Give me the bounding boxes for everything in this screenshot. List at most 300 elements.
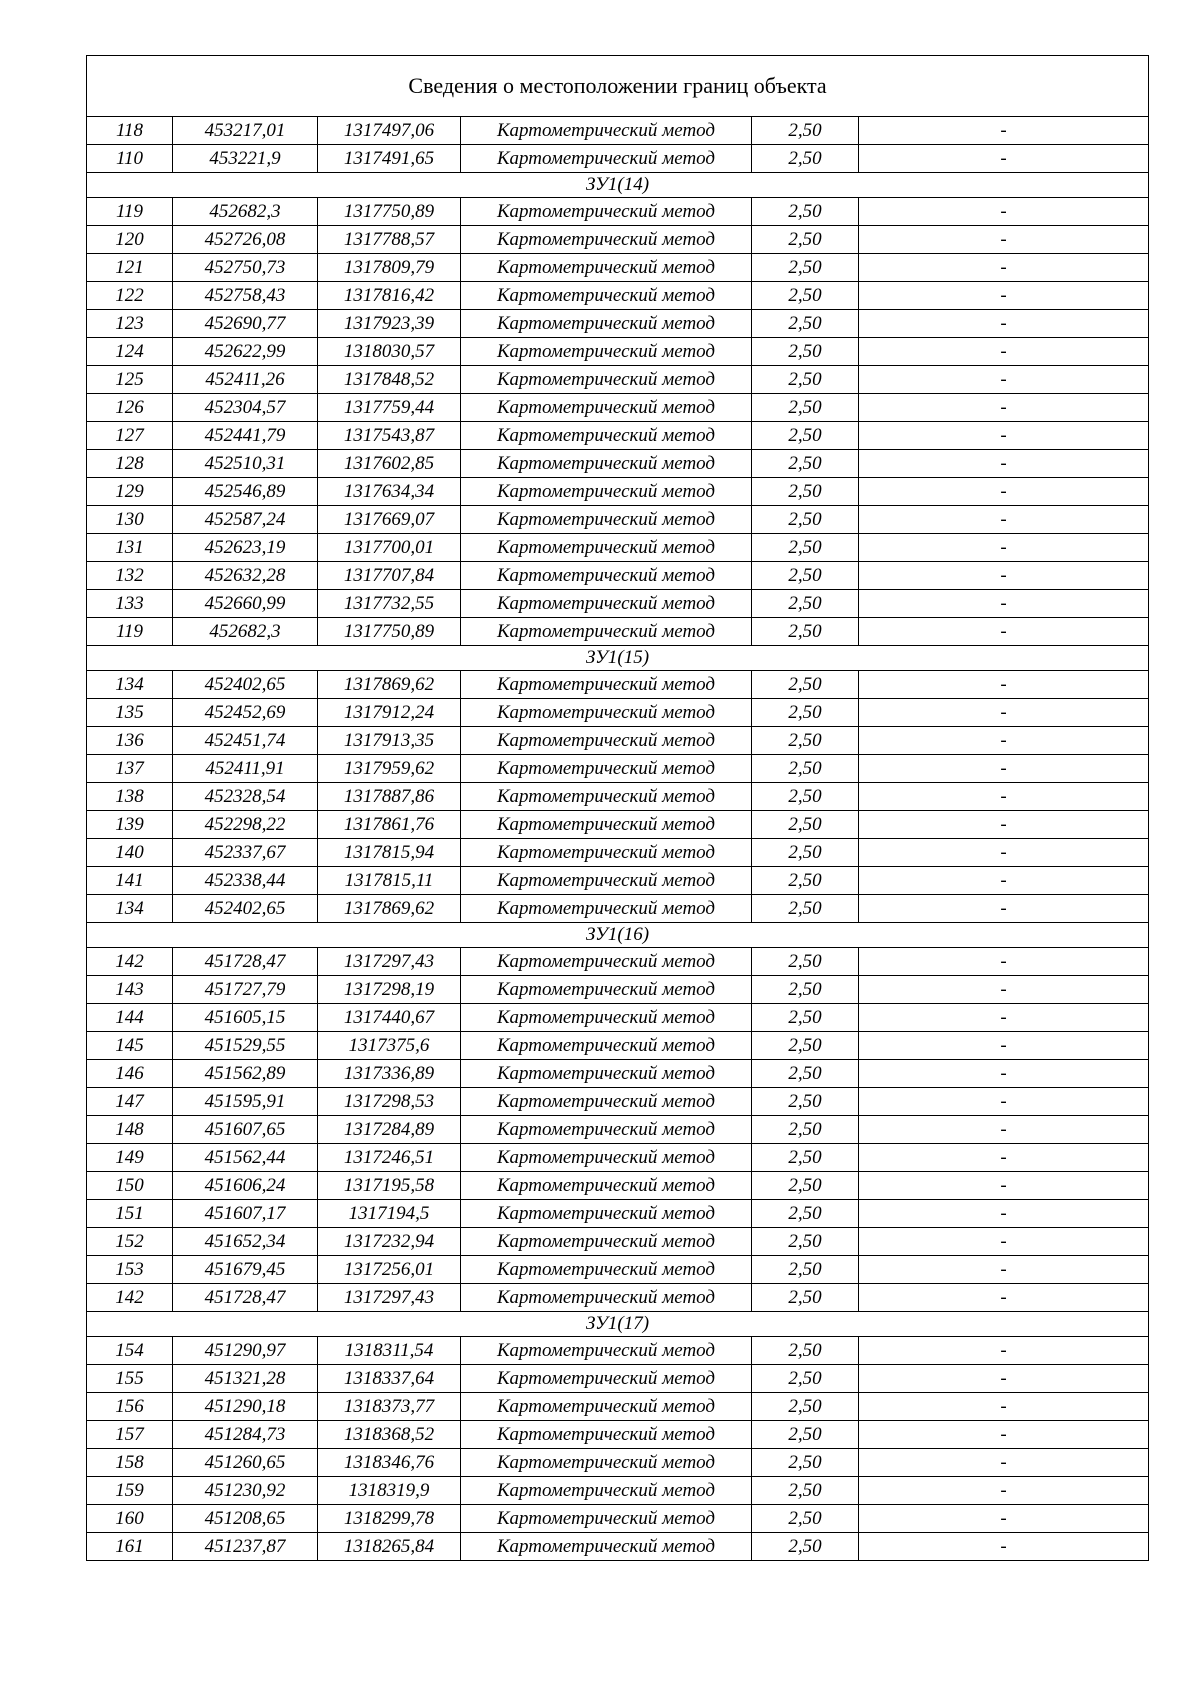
x-coordinate-cell: 451607,65 (173, 1116, 318, 1144)
description-cell: - (859, 976, 1149, 1004)
accuracy-cell: 2,50 (752, 699, 859, 727)
accuracy-cell: 2,50 (752, 1365, 859, 1393)
table-row (87, 254, 1149, 282)
x-coordinate-cell: 452546,89 (173, 478, 318, 506)
point-number-cell: 159 (87, 1477, 173, 1505)
table-row (87, 145, 1149, 173)
table-row (87, 1505, 1149, 1533)
y-coordinate-cell: 1317256,01 (318, 1256, 461, 1284)
table-row (87, 1449, 1149, 1477)
description-cell: - (859, 948, 1149, 976)
point-number-cell: 160 (87, 1505, 173, 1533)
accuracy-cell: 2,50 (752, 310, 859, 338)
table-row (87, 1337, 1149, 1365)
description-cell: - (859, 1200, 1149, 1228)
table-row (87, 727, 1149, 755)
y-coordinate-cell: 1317732,55 (318, 590, 461, 618)
y-coordinate-cell: 1317336,89 (318, 1060, 461, 1088)
x-coordinate-cell: 452337,67 (173, 839, 318, 867)
x-coordinate-cell: 452682,3 (173, 618, 318, 646)
method-cell: Картометрический метод (461, 1365, 752, 1393)
table-row (87, 1200, 1149, 1228)
table-row (87, 366, 1149, 394)
method-cell: Картометрический метод (461, 422, 752, 450)
point-number-cell: 137 (87, 755, 173, 783)
accuracy-cell: 2,50 (752, 1284, 859, 1312)
table-row (87, 671, 1149, 699)
method-cell: Картометрический метод (461, 506, 752, 534)
description-cell: - (859, 1421, 1149, 1449)
point-number-cell: 135 (87, 699, 173, 727)
method-cell: Картометрический метод (461, 1228, 752, 1256)
description-cell: - (859, 1032, 1149, 1060)
accuracy-cell: 2,50 (752, 1256, 859, 1284)
accuracy-cell: 2,50 (752, 226, 859, 254)
point-number-cell: 128 (87, 450, 173, 478)
y-coordinate-cell: 1317297,43 (318, 948, 461, 976)
accuracy-cell: 2,50 (752, 1337, 859, 1365)
x-coordinate-cell: 451529,55 (173, 1032, 318, 1060)
x-coordinate-cell: 452304,57 (173, 394, 318, 422)
accuracy-cell: 2,50 (752, 198, 859, 226)
table-row (87, 755, 1149, 783)
x-coordinate-cell: 451595,91 (173, 1088, 318, 1116)
point-number-cell: 133 (87, 590, 173, 618)
accuracy-cell: 2,50 (752, 976, 859, 1004)
table-row (87, 1365, 1149, 1393)
accuracy-cell: 2,50 (752, 450, 859, 478)
description-cell: - (859, 534, 1149, 562)
accuracy-cell: 2,50 (752, 394, 859, 422)
x-coordinate-cell: 452622,99 (173, 338, 318, 366)
description-cell: - (859, 811, 1149, 839)
point-number-cell: 127 (87, 422, 173, 450)
table-row (87, 1032, 1149, 1060)
method-cell: Картометрический метод (461, 1449, 752, 1477)
y-coordinate-cell: 1317634,34 (318, 478, 461, 506)
y-coordinate-cell: 1317497,06 (318, 117, 461, 145)
point-number-cell: 150 (87, 1172, 173, 1200)
x-coordinate-cell: 452338,44 (173, 867, 318, 895)
section-header-row (87, 1312, 1149, 1337)
x-coordinate-cell: 452750,73 (173, 254, 318, 282)
accuracy-cell: 2,50 (752, 506, 859, 534)
accuracy-cell: 2,50 (752, 1144, 859, 1172)
method-cell: Картометрический метод (461, 1421, 752, 1449)
table-title-row (87, 56, 1149, 117)
x-coordinate-cell: 452328,54 (173, 783, 318, 811)
x-coordinate-cell: 452452,69 (173, 699, 318, 727)
x-coordinate-cell: 452441,79 (173, 422, 318, 450)
accuracy-cell: 2,50 (752, 867, 859, 895)
y-coordinate-cell: 1317759,44 (318, 394, 461, 422)
table-row (87, 422, 1149, 450)
method-cell: Картометрический метод (461, 618, 752, 646)
accuracy-cell: 2,50 (752, 1421, 859, 1449)
x-coordinate-cell: 451679,45 (173, 1256, 318, 1284)
x-coordinate-cell: 452451,74 (173, 727, 318, 755)
description-cell: - (859, 839, 1149, 867)
y-coordinate-cell: 1317869,62 (318, 671, 461, 699)
point-number-cell: 146 (87, 1060, 173, 1088)
description-cell: - (859, 755, 1149, 783)
y-coordinate-cell: 1317375,6 (318, 1032, 461, 1060)
y-coordinate-cell: 1317246,51 (318, 1144, 461, 1172)
point-number-cell: 131 (87, 534, 173, 562)
table-row (87, 976, 1149, 1004)
table-row (87, 1477, 1149, 1505)
point-number-cell: 144 (87, 1004, 173, 1032)
table-row (87, 450, 1149, 478)
point-number-cell: 139 (87, 811, 173, 839)
accuracy-cell: 2,50 (752, 1088, 859, 1116)
description-cell: - (859, 145, 1149, 173)
description-cell: - (859, 226, 1149, 254)
method-cell: Картометрический метод (461, 478, 752, 506)
accuracy-cell: 2,50 (752, 478, 859, 506)
accuracy-cell: 2,50 (752, 1533, 859, 1561)
description-cell: - (859, 1449, 1149, 1477)
table-row (87, 590, 1149, 618)
method-cell: Картометрический метод (461, 310, 752, 338)
method-cell: Картометрический метод (461, 226, 752, 254)
x-coordinate-cell: 452758,43 (173, 282, 318, 310)
y-coordinate-cell: 1317750,89 (318, 198, 461, 226)
y-coordinate-cell: 1317923,39 (318, 310, 461, 338)
description-cell: - (859, 1144, 1149, 1172)
y-coordinate-cell: 1318030,57 (318, 338, 461, 366)
accuracy-cell: 2,50 (752, 366, 859, 394)
description-cell: - (859, 1116, 1149, 1144)
table-row (87, 1004, 1149, 1032)
table-row (87, 506, 1149, 534)
y-coordinate-cell: 1317440,67 (318, 1004, 461, 1032)
accuracy-cell: 2,50 (752, 254, 859, 282)
description-cell: - (859, 1533, 1149, 1561)
description-cell: - (859, 699, 1149, 727)
method-cell: Картометрический метод (461, 895, 752, 923)
x-coordinate-cell: 451562,44 (173, 1144, 318, 1172)
description-cell: - (859, 1088, 1149, 1116)
description-cell: - (859, 1505, 1149, 1533)
method-cell: Картометрический метод (461, 145, 752, 173)
x-coordinate-cell: 451606,24 (173, 1172, 318, 1200)
x-coordinate-cell: 451728,47 (173, 1284, 318, 1312)
x-coordinate-cell: 452510,31 (173, 450, 318, 478)
y-coordinate-cell: 1317298,53 (318, 1088, 461, 1116)
method-cell: Картометрический метод (461, 590, 752, 618)
description-cell: - (859, 783, 1149, 811)
method-cell: Картометрический метод (461, 1505, 752, 1533)
point-number-cell: 119 (87, 618, 173, 646)
accuracy-cell: 2,50 (752, 618, 859, 646)
x-coordinate-cell: 452682,3 (173, 198, 318, 226)
point-number-cell: 134 (87, 671, 173, 699)
accuracy-cell: 2,50 (752, 727, 859, 755)
table-row (87, 310, 1149, 338)
y-coordinate-cell: 1317669,07 (318, 506, 461, 534)
point-number-cell: 149 (87, 1144, 173, 1172)
y-coordinate-cell: 1317913,35 (318, 727, 461, 755)
method-cell: Картометрический метод (461, 755, 752, 783)
method-cell: Картометрический метод (461, 727, 752, 755)
y-coordinate-cell: 1317707,84 (318, 562, 461, 590)
description-cell: - (859, 590, 1149, 618)
y-coordinate-cell: 1317887,86 (318, 783, 461, 811)
y-coordinate-cell: 1317912,24 (318, 699, 461, 727)
x-coordinate-cell: 451290,97 (173, 1337, 318, 1365)
method-cell: Картометрический метод (461, 1144, 752, 1172)
description-cell: - (859, 1060, 1149, 1088)
y-coordinate-cell: 1317816,42 (318, 282, 461, 310)
table-row (87, 1284, 1149, 1312)
method-cell: Картометрический метод (461, 394, 752, 422)
point-number-cell: 138 (87, 783, 173, 811)
accuracy-cell: 2,50 (752, 1228, 859, 1256)
table-row (87, 1533, 1149, 1561)
point-number-cell: 153 (87, 1256, 173, 1284)
x-coordinate-cell: 452690,77 (173, 310, 318, 338)
accuracy-cell: 2,50 (752, 1505, 859, 1533)
section-label: ЗУ1(17) (87, 1312, 1149, 1337)
point-number-cell: 161 (87, 1533, 173, 1561)
point-number-cell: 143 (87, 976, 173, 1004)
method-cell: Картометрический метод (461, 117, 752, 145)
method-cell: Картометрический метод (461, 1533, 752, 1561)
method-cell: Картометрический метод (461, 976, 752, 1004)
y-coordinate-cell: 1317700,01 (318, 534, 461, 562)
table-row (87, 1228, 1149, 1256)
x-coordinate-cell: 451728,47 (173, 948, 318, 976)
point-number-cell: 126 (87, 394, 173, 422)
y-coordinate-cell: 1317543,87 (318, 422, 461, 450)
accuracy-cell: 2,50 (752, 562, 859, 590)
description-cell: - (859, 1172, 1149, 1200)
accuracy-cell: 2,50 (752, 948, 859, 976)
y-coordinate-cell: 1317284,89 (318, 1116, 461, 1144)
x-coordinate-cell: 451284,73 (173, 1421, 318, 1449)
accuracy-cell: 2,50 (752, 671, 859, 699)
description-cell: - (859, 198, 1149, 226)
description-cell: - (859, 671, 1149, 699)
table-row (87, 282, 1149, 310)
y-coordinate-cell: 1318368,52 (318, 1421, 461, 1449)
accuracy-cell: 2,50 (752, 1393, 859, 1421)
y-coordinate-cell: 1317788,57 (318, 226, 461, 254)
description-cell: - (859, 310, 1149, 338)
table-row (87, 534, 1149, 562)
accuracy-cell: 2,50 (752, 1032, 859, 1060)
section-label: ЗУ1(14) (87, 173, 1149, 198)
y-coordinate-cell: 1318299,78 (318, 1505, 461, 1533)
x-coordinate-cell: 452632,28 (173, 562, 318, 590)
x-coordinate-cell: 452587,24 (173, 506, 318, 534)
x-coordinate-cell: 451208,65 (173, 1505, 318, 1533)
accuracy-cell: 2,50 (752, 282, 859, 310)
table-row (87, 618, 1149, 646)
method-cell: Картометрический метод (461, 1088, 752, 1116)
x-coordinate-cell: 452726,08 (173, 226, 318, 254)
method-cell: Картометрический метод (461, 282, 752, 310)
x-coordinate-cell: 452298,22 (173, 811, 318, 839)
x-coordinate-cell: 451321,28 (173, 1365, 318, 1393)
description-cell: - (859, 338, 1149, 366)
y-coordinate-cell: 1318346,76 (318, 1449, 461, 1477)
y-coordinate-cell: 1317602,85 (318, 450, 461, 478)
method-cell: Картометрический метод (461, 450, 752, 478)
table-row (87, 1393, 1149, 1421)
point-number-cell: 152 (87, 1228, 173, 1256)
x-coordinate-cell: 452402,65 (173, 671, 318, 699)
point-number-cell: 130 (87, 506, 173, 534)
point-number-cell: 119 (87, 198, 173, 226)
method-cell: Картометрический метод (461, 699, 752, 727)
method-cell: Картометрический метод (461, 338, 752, 366)
method-cell: Картометрический метод (461, 948, 752, 976)
y-coordinate-cell: 1317815,11 (318, 867, 461, 895)
point-number-cell: 141 (87, 867, 173, 895)
table-row (87, 867, 1149, 895)
accuracy-cell: 2,50 (752, 1172, 859, 1200)
method-cell: Картометрический метод (461, 198, 752, 226)
description-cell: - (859, 254, 1149, 282)
x-coordinate-cell: 453217,01 (173, 117, 318, 145)
y-coordinate-cell: 1317861,76 (318, 811, 461, 839)
method-cell: Картометрический метод (461, 1256, 752, 1284)
method-cell: Картометрический метод (461, 1337, 752, 1365)
section-header-row (87, 646, 1149, 671)
x-coordinate-cell: 451290,18 (173, 1393, 318, 1421)
description-cell: - (859, 506, 1149, 534)
table-row (87, 117, 1149, 145)
y-coordinate-cell: 1317232,94 (318, 1228, 461, 1256)
table-row (87, 1421, 1149, 1449)
x-coordinate-cell: 452402,65 (173, 895, 318, 923)
x-coordinate-cell: 452660,99 (173, 590, 318, 618)
description-cell: - (859, 117, 1149, 145)
point-number-cell: 140 (87, 839, 173, 867)
y-coordinate-cell: 1317298,19 (318, 976, 461, 1004)
description-cell: - (859, 1256, 1149, 1284)
x-coordinate-cell: 451607,17 (173, 1200, 318, 1228)
accuracy-cell: 2,50 (752, 534, 859, 562)
point-number-cell: 134 (87, 895, 173, 923)
y-coordinate-cell: 1317815,94 (318, 839, 461, 867)
x-coordinate-cell: 451260,65 (173, 1449, 318, 1477)
table-row (87, 1144, 1149, 1172)
description-cell: - (859, 1284, 1149, 1312)
description-cell: - (859, 282, 1149, 310)
description-cell: - (859, 562, 1149, 590)
boundary-coordinates-table (86, 55, 1149, 1561)
method-cell: Картометрический метод (461, 1032, 752, 1060)
accuracy-cell: 2,50 (752, 1200, 859, 1228)
description-cell: - (859, 1477, 1149, 1505)
description-cell: - (859, 1004, 1149, 1032)
accuracy-cell: 2,50 (752, 1004, 859, 1032)
description-cell: - (859, 1337, 1149, 1365)
accuracy-cell: 2,50 (752, 145, 859, 173)
method-cell: Картометрический метод (461, 1200, 752, 1228)
method-cell: Картометрический метод (461, 1284, 752, 1312)
description-cell: - (859, 422, 1149, 450)
y-coordinate-cell: 1317959,62 (318, 755, 461, 783)
description-cell: - (859, 867, 1149, 895)
point-number-cell: 151 (87, 1200, 173, 1228)
table-row (87, 948, 1149, 976)
description-cell: - (859, 394, 1149, 422)
description-cell: - (859, 478, 1149, 506)
table-title: Сведения о местоположении границ объекта (87, 56, 1149, 117)
method-cell: Картометрический метод (461, 534, 752, 562)
x-coordinate-cell: 453221,9 (173, 145, 318, 173)
section-header-row (87, 173, 1149, 198)
point-number-cell: 121 (87, 254, 173, 282)
point-number-cell: 129 (87, 478, 173, 506)
accuracy-cell: 2,50 (752, 590, 859, 618)
x-coordinate-cell: 451652,34 (173, 1228, 318, 1256)
table-row (87, 1116, 1149, 1144)
table-row (87, 1256, 1149, 1284)
y-coordinate-cell: 1318373,77 (318, 1393, 461, 1421)
y-coordinate-cell: 1317809,79 (318, 254, 461, 282)
x-coordinate-cell: 451237,87 (173, 1533, 318, 1561)
point-number-cell: 124 (87, 338, 173, 366)
table-row (87, 394, 1149, 422)
accuracy-cell: 2,50 (752, 1116, 859, 1144)
y-coordinate-cell: 1317491,65 (318, 145, 461, 173)
y-coordinate-cell: 1317750,89 (318, 618, 461, 646)
x-coordinate-cell: 451605,15 (173, 1004, 318, 1032)
point-number-cell: 110 (87, 145, 173, 173)
accuracy-cell: 2,50 (752, 1477, 859, 1505)
description-cell: - (859, 450, 1149, 478)
description-cell: - (859, 618, 1149, 646)
accuracy-cell: 2,50 (752, 895, 859, 923)
table-row (87, 338, 1149, 366)
x-coordinate-cell: 452411,26 (173, 366, 318, 394)
method-cell: Картометрический метод (461, 1393, 752, 1421)
method-cell: Картометрический метод (461, 1060, 752, 1088)
table-row (87, 562, 1149, 590)
method-cell: Картометрический метод (461, 254, 752, 282)
description-cell: - (859, 1228, 1149, 1256)
y-coordinate-cell: 1317869,62 (318, 895, 461, 923)
method-cell: Картометрический метод (461, 366, 752, 394)
method-cell: Картометрический метод (461, 671, 752, 699)
table-row (87, 839, 1149, 867)
y-coordinate-cell: 1317848,52 (318, 366, 461, 394)
x-coordinate-cell: 452411,91 (173, 755, 318, 783)
point-number-cell: 158 (87, 1449, 173, 1477)
x-coordinate-cell: 451727,79 (173, 976, 318, 1004)
point-number-cell: 123 (87, 310, 173, 338)
description-cell: - (859, 1393, 1149, 1421)
section-label: ЗУ1(16) (87, 923, 1149, 948)
method-cell: Картометрический метод (461, 839, 752, 867)
y-coordinate-cell: 1317195,58 (318, 1172, 461, 1200)
accuracy-cell: 2,50 (752, 811, 859, 839)
point-number-cell: 147 (87, 1088, 173, 1116)
accuracy-cell: 2,50 (752, 422, 859, 450)
table-row (87, 783, 1149, 811)
section-header-row (87, 923, 1149, 948)
x-coordinate-cell: 451230,92 (173, 1477, 318, 1505)
table-row (87, 1060, 1149, 1088)
point-number-cell: 125 (87, 366, 173, 394)
method-cell: Картометрический метод (461, 867, 752, 895)
table-row (87, 895, 1149, 923)
